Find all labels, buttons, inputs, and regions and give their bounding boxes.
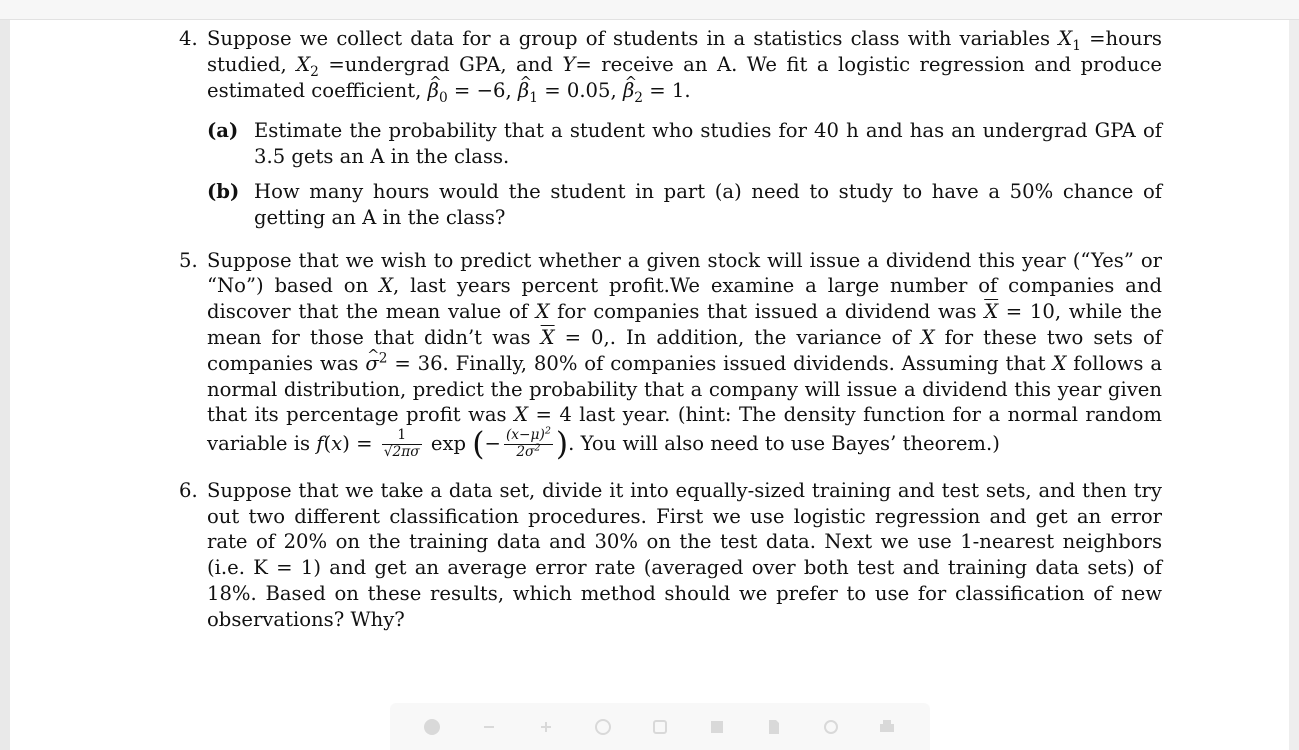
subquestion-b xyxy=(207,179,1162,231)
save-icon[interactable] xyxy=(706,716,728,738)
subquestion-text: How many hours would the student in part (a) need to study to have a 50% chance of getting an A in the class? xyxy=(254,179,1162,229)
question-number: 5. xyxy=(179,248,198,272)
subquestion-text: Estimate the probability that a student who studies for 40 h and has an undergrad GPA of 3.5 gets an A in the class. xyxy=(254,119,1162,169)
question-5 xyxy=(179,248,1162,461)
density-fraction: $\frac{1}{√2\pi\sigma}$ xyxy=(383,427,420,460)
question-number: 4. xyxy=(179,27,198,50)
subquestion-label: (a) xyxy=(207,119,239,143)
question-list xyxy=(179,26,1162,650)
exponent-fraction: $\frac{(x-\mu)^2}{2\sigma^2}$ xyxy=(505,425,551,460)
question-text: Suppose that we wish to predict whether a given stock will issue a dividend this year (“Yes” or “No”) based on X, last years percent profit.We examine a large number of companies and discover that the mean value of X for companies that issued a dividend was $\overline{X} = 10$, while the mean for those that didn’t was $\overline{X} = 0$,. In addition, the variance of X for these two sets of companies was ^ $\sigma^2 = 36$. Finally, 80% of companies issued dividends. Assuming that X follows a normal distribution, predict the probability that a company will issue a dividend this year given that its percentage profit was X = 4 last year. (hint: The density function for a normal random variable is f(x) = $\frac{1}{√2\pi\sigma}$ exp (− $\frac{(x-\mu)^2}{2\sigma^2}$ ). You will also need to use Bayes’ theorem.) xyxy=(207,248,1162,461)
zoom-in-icon[interactable] xyxy=(535,716,557,738)
question-6 xyxy=(179,478,1162,633)
refresh-icon[interactable] xyxy=(820,716,842,738)
page-up-icon[interactable] xyxy=(592,716,614,738)
viewer-top-bar xyxy=(0,0,1299,20)
subquestion-label: (b) xyxy=(207,179,240,203)
question-number: 6. xyxy=(179,478,198,502)
question-text: Suppose we collect data for a group of students in a statistics class with variables $X_1$ =hours studied, $X_2$ =undergrad GPA, and Y= receive an A. We fit a logistic regression and produce estimated coefficient, ^ $\beta_0 = -6$, ^ $\beta_1 = 0.05$, ^ $\beta_2 = 1$. xyxy=(207,26,1162,103)
home-icon[interactable] xyxy=(421,716,443,738)
zoom-out-icon[interactable] xyxy=(478,716,500,738)
print-icon[interactable] xyxy=(876,716,898,738)
viewer-toolbar xyxy=(390,703,930,750)
viewer-scroll-gutter[interactable] xyxy=(1289,20,1299,750)
subquestion-a xyxy=(207,118,1162,170)
question-4 xyxy=(179,26,1162,231)
page-down-icon[interactable] xyxy=(649,716,671,738)
document-icon[interactable] xyxy=(763,716,785,738)
question-text: Suppose that we take a data set, divide it into equally-sized training and test sets, and then try out two different classification procedures. First we use logistic regression and get an error rate of 20% on the training data and 30% on the test data. Next we use 1-nearest neighbors (i.e. K = 1) and get an average error rate (averaged over both test and training data sets) of 18%. Based on these results, which method should we prefer to use for classification of new observations? Why? xyxy=(207,478,1162,631)
